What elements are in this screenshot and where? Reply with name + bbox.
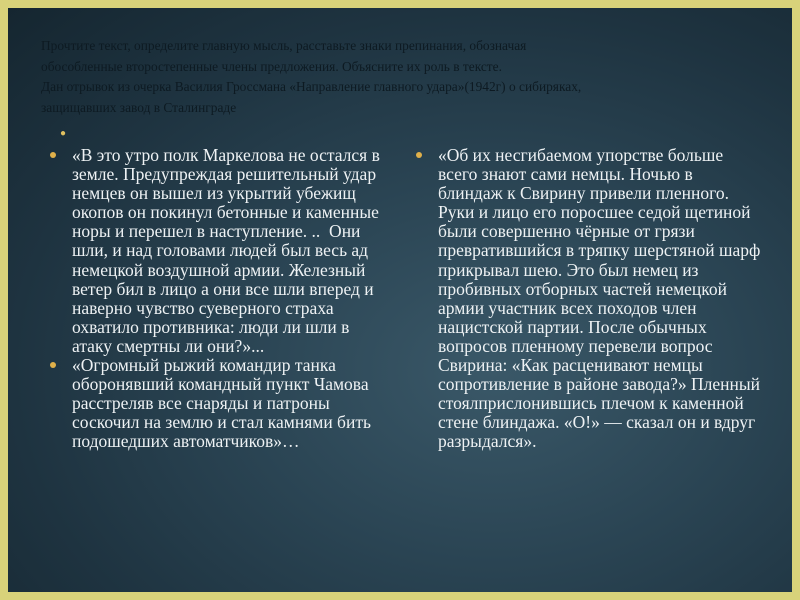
left-text-column (50, 146, 390, 452)
header-line: защищавших завод в Сталинграде (41, 99, 237, 115)
list-item (50, 146, 390, 356)
bullet-icon (416, 152, 422, 158)
quote-text: «Об их несгибаемом упорстве больше всего знают сами немцы. Ночью в блиндаж к Свирину привели пленного. Руки и лицо его поросшее седой щетиной были совершенно чёрные от грязи превратившийся в тряпку шерстяной шарф прикрывал шею. Это был немец из пробивных отборных частей немецкой армии участник всех походов член нацистской партии. После обычных вопросов пленному перевели вопрос Свирина: «Как расценивают немцы сопротивление в районе завода?» Пленный стоялприслонившись плечом к каменной стене блиндажа. «О!» — сказал он и вдруг разрыдался». (438, 145, 765, 452)
list-item (416, 145, 765, 452)
header-line: Прочтите текст, определите главную мысль, расставьте знаки препинания, обозначая (41, 38, 527, 53)
quote-text: «Огромный рыжий командир танка оборонявший командный пункт Чамова расстреляв все снаряды и патроны соскочил на землю и стал камнями бить подошедших автоматчиков»… (72, 355, 376, 452)
bullet-icon (50, 152, 56, 158)
header-line: обособленные второстепенные члены предложения. Объясните их роль в тексте. (41, 58, 502, 74)
bullet-icon (50, 362, 56, 368)
slide (8, 8, 792, 592)
header-line: Дан отрывок из очерка Василия Гроссмана «Направление главного удара»(1942г) о сибиряках, (41, 79, 582, 94)
quote-text: «В это утро полк Маркелова не остался в земле. Предупреждая решительный удар немцев он вышел из укрытий убежищ окопов он покинул бетонные и каменные норы и перешел в наступление. .. Они шли, и над головами людей был весь ад немецкой воздушной армии. Железный ветер бил в лицо а они все шли вперед и наверно чувство суеверного страха охватило противника: люди ли шли в атаку смертны ли они?»... (72, 145, 385, 356)
task-header (41, 36, 771, 118)
list-item (50, 356, 390, 451)
bullet-icon: ● (60, 128, 67, 139)
right-text-column (416, 145, 765, 452)
